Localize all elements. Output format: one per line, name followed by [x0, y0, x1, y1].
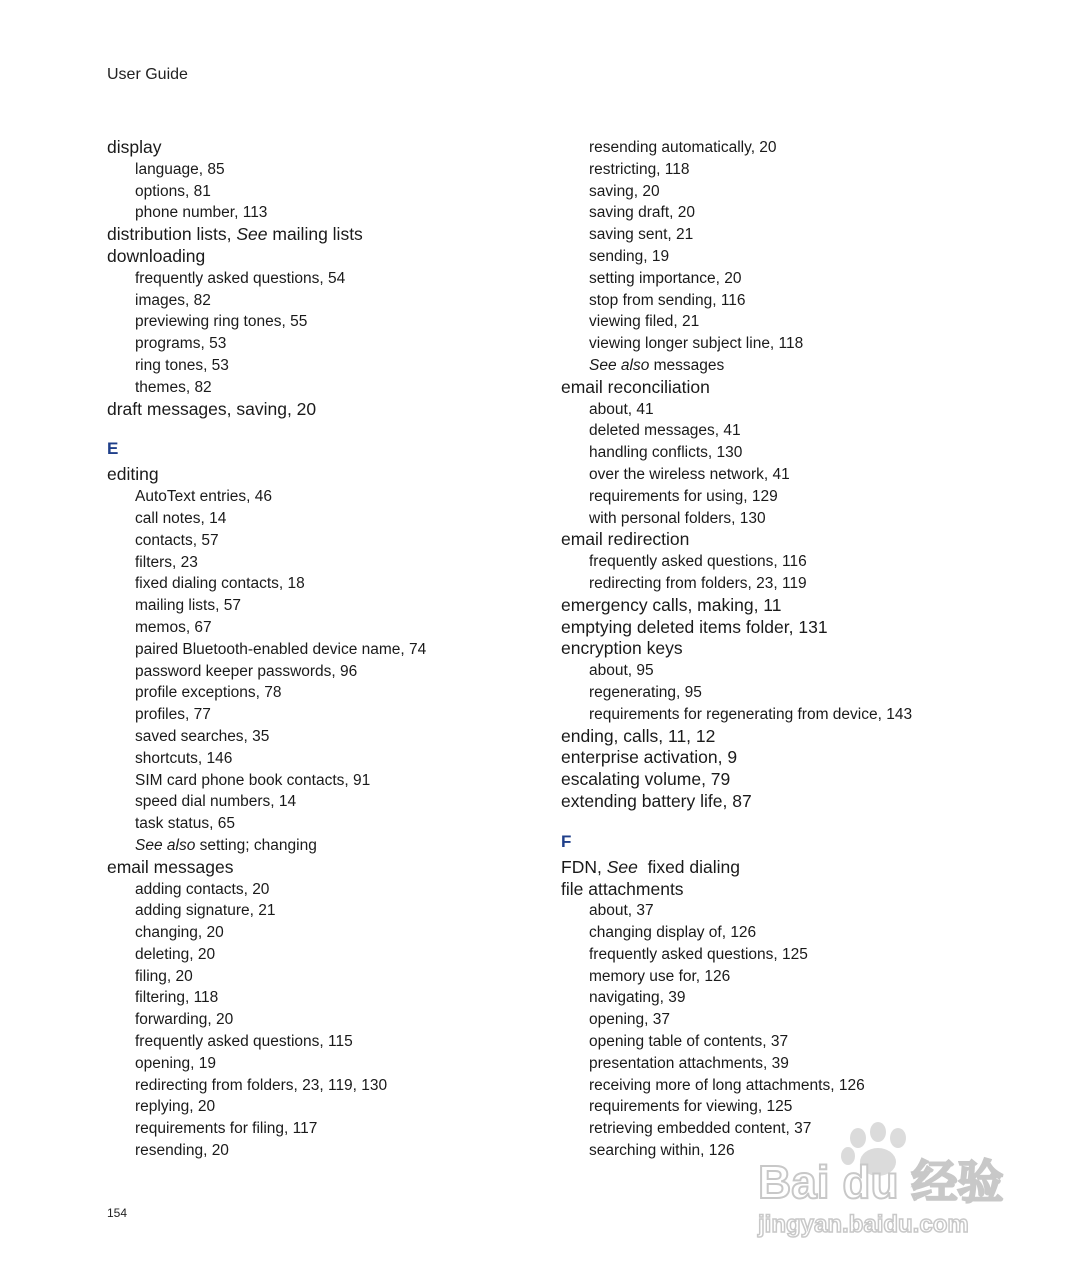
index-subentry: opening, 37	[589, 1011, 671, 1029]
index-subentry: shortcuts, 146	[135, 749, 233, 767]
index-subentry: call notes, 14	[135, 509, 227, 527]
index-entry: email redirection	[561, 529, 690, 550]
index-entry: emptying deleted items folder, 131	[561, 616, 828, 637]
index-subentry: requirements for using, 129	[589, 487, 778, 505]
entry-text: distribution lists,	[107, 224, 237, 245]
index-entry: email messages	[107, 856, 234, 877]
index-subentry: opening table of contents, 37	[589, 1033, 789, 1051]
index-subentry: SIM card phone book contacts, 91	[135, 771, 371, 789]
index-subentry: requirements for viewing, 125	[589, 1098, 793, 1116]
index-subentry: redirecting from folders, 23, 119, 130	[135, 1076, 388, 1094]
watermark-url: jingyan.baidu.com	[758, 1211, 969, 1238]
index-subentry: mailing lists, 57	[135, 597, 241, 615]
entry-text: FDN,	[561, 856, 607, 877]
index-subentry: changing, 20	[135, 924, 224, 942]
index-subentry: saving draft, 20	[589, 204, 695, 222]
index-subentry	[107, 835, 577, 857]
index-entry: file attachments	[561, 878, 684, 899]
index-subentry: frequently asked questions, 54	[135, 269, 346, 287]
index-subentry: sending, 19	[589, 247, 670, 265]
index-subentry: viewing filed, 21	[589, 313, 700, 331]
index-subentry: saving, 20	[589, 182, 660, 200]
index-entry	[561, 857, 1031, 879]
index-subentry: password keeper passwords, 96	[135, 662, 358, 680]
entry-text: fixed dialing	[637, 856, 740, 877]
index-entry: escalating volume, 79	[561, 769, 731, 790]
index-subentry: regenerating, 95	[589, 683, 702, 701]
index-subentry: resending automatically, 20	[589, 139, 777, 156]
see-reference: See	[236, 224, 268, 245]
index-subentry: resending, 20	[135, 1142, 229, 1160]
index-subentry: frequently asked questions, 116	[589, 553, 807, 571]
index-entry: downloading	[107, 245, 206, 266]
index-subentry: phone number, 113	[135, 204, 268, 222]
index-subentry: deleting, 20	[135, 945, 216, 963]
watermark-brand: Bai du 经验	[758, 1156, 1004, 1208]
running-head: User Guide	[107, 66, 188, 83]
index-subentry: about, 95	[589, 662, 654, 680]
index-subentry: receiving more of long attachments, 126	[589, 1076, 865, 1094]
see-reference: See also	[589, 356, 650, 374]
see-reference: See	[606, 856, 638, 877]
index-subentry: over the wireless network, 41	[589, 465, 790, 483]
index-subentry: adding contacts, 20	[135, 880, 270, 898]
index-subentry: images, 82	[135, 291, 211, 309]
index-subentry: programs, 53	[135, 335, 227, 353]
entry-text: mailing lists	[267, 224, 363, 245]
index-subentry: filing, 20	[135, 967, 193, 985]
index-subentry: memory use for, 126	[589, 967, 731, 985]
index-subentry: filtering, 118	[135, 989, 219, 1007]
index-subentry: requirements for regenerating from device, 143	[589, 705, 913, 723]
index-subentry: viewing longer subject line, 118	[589, 335, 804, 353]
index-subentry: saved searches, 35	[135, 727, 270, 745]
index-subentry: redirecting from folders, 23, 119	[589, 574, 807, 592]
index-subentry: presentation attachments, 39	[589, 1054, 789, 1072]
index-subentry	[561, 355, 1031, 377]
baidu-watermark	[750, 1120, 1010, 1240]
index-column-right	[561, 137, 1031, 1162]
index-entry: email reconciliation	[561, 376, 710, 397]
index-subentry: handling conflicts, 130	[589, 444, 743, 462]
index-subentry: forwarding, 20	[135, 1011, 234, 1029]
index-subentry: changing display of, 126	[589, 924, 757, 942]
index-entry	[107, 224, 577, 246]
entry-text: messages	[649, 356, 725, 374]
see-reference: See also	[135, 836, 196, 854]
index-entry: emergency calls, making, 11	[561, 594, 782, 615]
index-subentry: requirements for filing, 117	[135, 1120, 318, 1138]
index-entry: extending battery life, 87	[561, 790, 752, 811]
index-subentry: frequently asked questions, 115	[135, 1033, 353, 1051]
index-entry: draft messages, saving, 20	[107, 398, 317, 419]
index-subentry: searching within, 126	[589, 1142, 735, 1160]
page-number: 154	[107, 1206, 128, 1220]
index-subentry: opening, 19	[135, 1054, 217, 1072]
index-subentry: about, 37	[589, 902, 654, 920]
index-subentry: profile exceptions, 78	[135, 684, 282, 702]
index-subentry: options, 81	[135, 182, 211, 200]
index-subentry: filters, 23	[135, 553, 198, 571]
index-subentry: task status, 65	[135, 815, 235, 833]
index-entry: enterprise activation, 9	[561, 747, 738, 768]
index-subentry: profiles, 77	[135, 706, 211, 724]
index-subentry: paired Bluetooth-enabled device name, 74	[135, 640, 427, 658]
index-subentry: about, 41	[589, 400, 654, 418]
index-entry: encryption keys	[561, 638, 683, 659]
index-entry: display	[107, 137, 162, 157]
entry-text: setting; changing	[195, 836, 317, 854]
index-column-left	[107, 137, 577, 1162]
index-subentry: language, 85	[135, 160, 225, 178]
index-subentry: retrieving embedded content, 37	[589, 1120, 812, 1138]
index-subentry: adding signature, 21	[135, 902, 276, 920]
index-subentry: fixed dialing contacts, 18	[135, 575, 305, 593]
index-subentry: memos, 67	[135, 618, 212, 636]
index-subentry: saving sent, 21	[589, 226, 694, 244]
index-subentry: stop from sending, 116	[589, 291, 746, 309]
index-letter-heading: E	[107, 439, 119, 459]
index-subentry: frequently asked questions, 125	[589, 945, 808, 963]
index-subentry: navigating, 39	[589, 989, 686, 1007]
index-letter-heading: F	[561, 831, 572, 851]
index-subentry: speed dial numbers, 14	[135, 793, 297, 811]
index-subentry: AutoText entries, 46	[135, 488, 272, 506]
index-subentry: deleted messages, 41	[589, 422, 741, 440]
index-subentry: with personal folders, 130	[589, 509, 766, 527]
index-subentry: setting importance, 20	[589, 269, 742, 287]
index-subentry: replying, 20	[135, 1098, 216, 1116]
index-subentry: themes, 82	[135, 378, 212, 396]
index-entry: ending, calls, 11, 12	[561, 725, 716, 746]
index-subentry: restricting, 118	[589, 160, 690, 178]
index-subentry: contacts, 57	[135, 531, 219, 549]
index-subentry: ring tones, 53	[135, 356, 229, 374]
index-subentry: previewing ring tones, 55	[135, 313, 308, 331]
index-entry: editing	[107, 464, 159, 485]
